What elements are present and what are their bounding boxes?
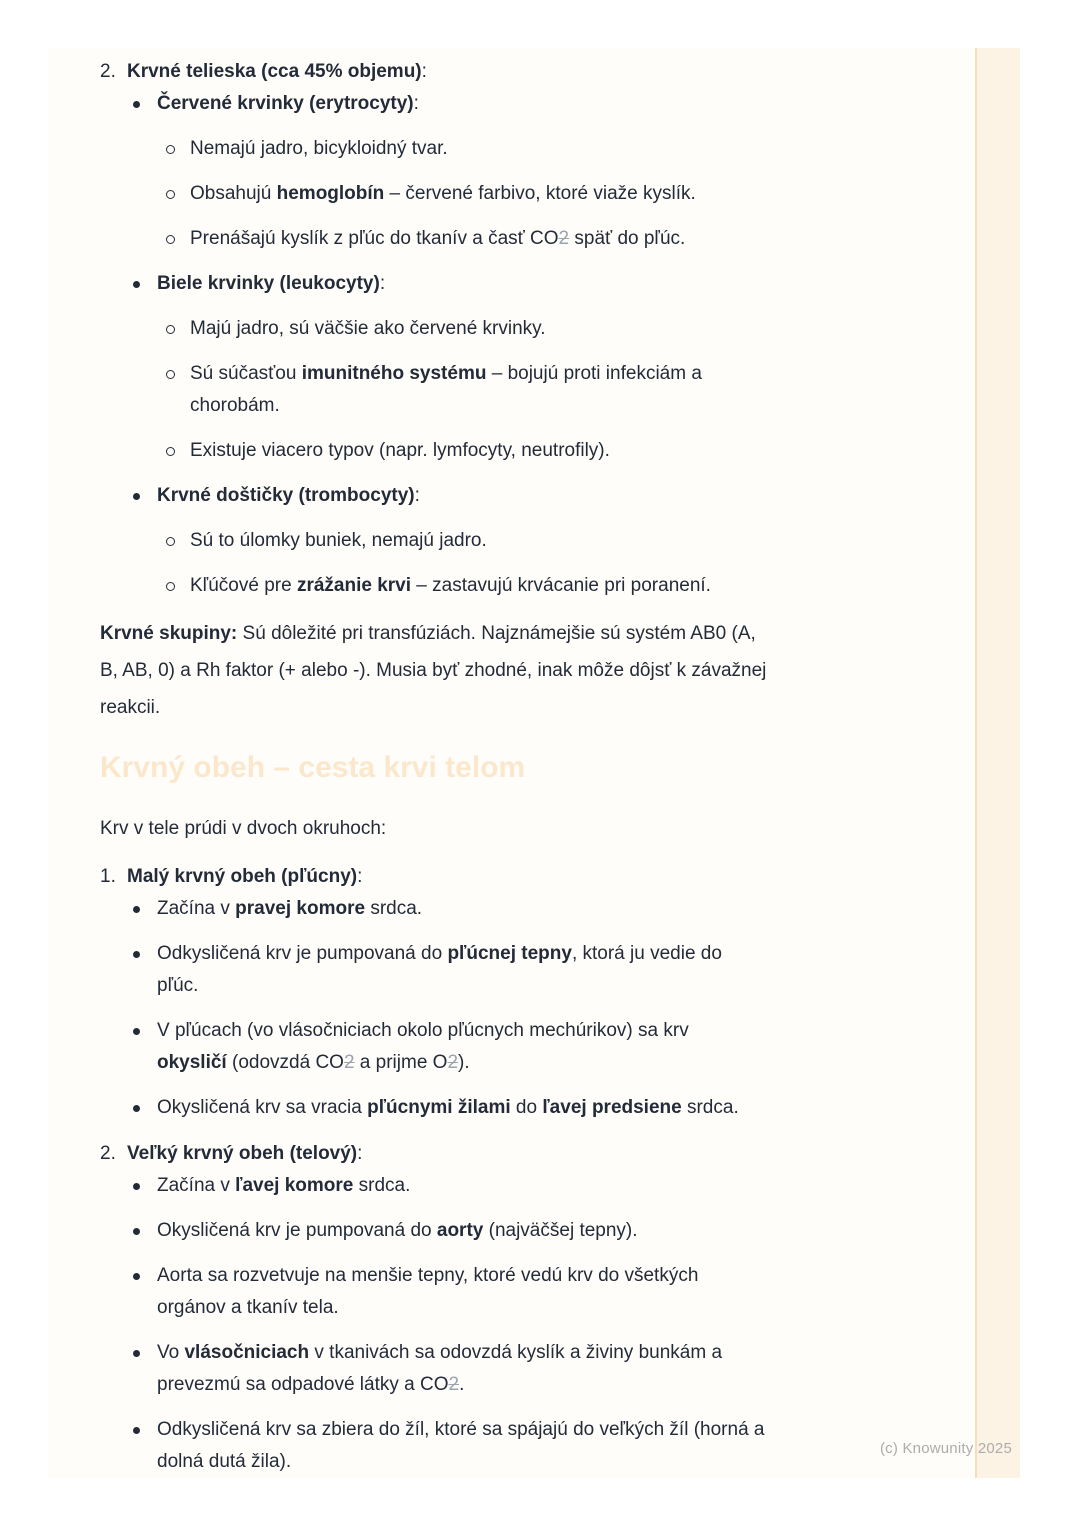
text-segment: Začína v <box>157 898 236 919</box>
text-segment: – bojujú proti infekciám a <box>486 363 702 384</box>
list-item-text <box>157 1260 892 1324</box>
text-segment: , ktorá ju vedie do <box>571 943 722 964</box>
text-segment: Odkysličená krv je pumpovaná do <box>157 943 448 964</box>
list-marker <box>133 480 157 500</box>
list-item <box>133 1337 892 1401</box>
list-item <box>166 358 892 422</box>
paragraph <box>100 615 892 726</box>
numbered-item-title-row <box>100 1138 892 1170</box>
list-item-text <box>157 1215 892 1247</box>
bold-text-segment: vlásočniciach <box>184 1342 310 1363</box>
sub-sub-list <box>166 133 892 255</box>
text-segment: Sú súčasťou <box>190 363 302 384</box>
bold-text-segment: aorty <box>436 1220 484 1241</box>
list-item <box>166 313 892 345</box>
bullet-disc-icon <box>133 1183 140 1190</box>
sub-list <box>133 88 892 602</box>
text-segment: srdca. <box>365 898 423 919</box>
list-item <box>133 1215 892 1247</box>
list-number: 2. <box>100 1143 116 1164</box>
struck-text-segment: 2 <box>343 1052 355 1073</box>
list-item <box>133 480 892 512</box>
text-segment: – červené farbivo, ktoré viaže kyslík. <box>384 183 696 204</box>
list-marker <box>166 435 190 456</box>
bullet-disc-icon <box>133 906 140 913</box>
text-segment: . <box>459 1374 465 1395</box>
bold-text-segment: ľavej predsiene <box>542 1097 682 1118</box>
text-segment: srdca. <box>353 1175 411 1196</box>
text-segment: : <box>421 61 427 82</box>
list-item <box>133 88 892 120</box>
list-marker <box>133 938 157 958</box>
bold-text-segment: Krvné doštičky (trombocyty) <box>157 485 415 506</box>
bullet-group <box>133 480 892 602</box>
bullet-disc-icon <box>133 101 140 108</box>
bullet-disc-icon <box>133 281 140 288</box>
bullet-disc-icon <box>133 1228 140 1235</box>
list-item-text <box>157 268 892 300</box>
text-segment: v tkanivách sa odovzdá kyslík a živiny bunkám a <box>309 1342 723 1363</box>
bullet-circle-icon <box>166 235 175 244</box>
list-marker <box>133 1260 157 1280</box>
list-item-text <box>157 1414 892 1478</box>
numbered-list-item <box>100 861 892 1124</box>
list-item <box>166 178 892 210</box>
bold-text-segment: imunitného systému <box>301 363 487 384</box>
numbered-item-title <box>127 861 892 893</box>
text-segment: Vo <box>157 1342 185 1363</box>
list-marker <box>166 525 190 546</box>
numbered-item-title-row <box>100 861 892 893</box>
page-edge-strip <box>975 48 1020 1478</box>
list-marker <box>133 1170 157 1190</box>
sub-list <box>133 893 892 1124</box>
list-marker <box>166 133 190 154</box>
text-segment: srdca. <box>681 1097 739 1118</box>
text-segment: Krv v tele prúdi v dvoch okruhoch: <box>100 818 387 839</box>
list-item-text <box>190 435 892 467</box>
text-segment: : <box>357 1143 363 1164</box>
text-segment: Prenášajú kyslík z pľúc do tkanív a časť CO <box>190 228 559 249</box>
list-item <box>133 1414 892 1478</box>
bullet-circle-icon <box>166 325 175 334</box>
text-segment: : <box>413 93 419 114</box>
bullet-disc-icon <box>133 951 140 958</box>
text-segment: do <box>510 1097 543 1118</box>
list-item-text <box>157 938 892 1002</box>
struck-text-segment: 2 <box>448 1374 460 1395</box>
text-segment: chorobám. <box>190 395 280 416</box>
list-item-text <box>190 570 892 602</box>
document-content <box>100 56 892 1491</box>
list-item <box>166 133 892 165</box>
bullet-disc-icon <box>133 1350 140 1357</box>
text-segment: Krvný obeh – cesta krvi telom <box>100 751 526 784</box>
list-item <box>133 1015 892 1079</box>
list-marker <box>166 570 190 591</box>
copyright-watermark: (c) Knowunity 2025 <box>879 1440 1012 1457</box>
text-segment: : <box>357 866 363 887</box>
bullet-disc-icon <box>133 1105 140 1112</box>
text-segment: Nemajú jadro, bicykloidný tvar. <box>190 138 448 159</box>
bold-text-segment: Červené krvinky (erytrocyty) <box>157 93 414 114</box>
text-segment: a prijme O <box>354 1052 448 1073</box>
list-number: 1. <box>100 866 116 887</box>
list-item <box>133 893 892 925</box>
bold-text-segment: Malý krvný obeh (pľúcny) <box>127 866 358 887</box>
list-marker <box>133 1414 157 1434</box>
document-page <box>48 48 1020 1478</box>
list-item-text <box>190 223 892 255</box>
list-item <box>133 1092 892 1124</box>
numbered-item-title-row <box>100 56 892 88</box>
text-segment: B, AB, 0) a Rh faktor (+ alebo -). Musia byť zhodné, inak môže dôjsť k závažnej <box>100 660 767 681</box>
bold-text-segment: zrážanie krvi <box>296 575 412 596</box>
text-segment: Okysličená krv sa vracia <box>157 1097 368 1118</box>
text-segment: Obsahujú <box>190 183 277 204</box>
bullet-disc-icon <box>133 1427 140 1434</box>
bold-text-segment: pľúcnej tepny <box>447 943 572 964</box>
list-marker <box>133 1015 157 1035</box>
sub-sub-list <box>166 525 892 602</box>
bullet-group <box>133 88 892 255</box>
numbered-list-item <box>100 56 892 602</box>
struck-text-segment: 2 <box>558 228 570 249</box>
text-segment: V pľúcach (vo vlásočniciach okolo pľúcnych mechúrikov) sa krv <box>157 1020 689 1041</box>
bold-text-segment: pravej komore <box>235 898 366 919</box>
list-item <box>166 525 892 557</box>
text-segment: Začína v <box>157 1175 236 1196</box>
text-segment: Majú jadro, sú väčšie ako červené krvinky. <box>190 318 546 339</box>
bold-text-segment: Krvné skupiny: <box>100 623 238 644</box>
list-item <box>133 1260 892 1324</box>
bullet-disc-icon <box>133 493 140 500</box>
numbered-item-title <box>127 56 892 88</box>
bullet-disc-icon <box>133 1028 140 1035</box>
list-item <box>133 268 892 300</box>
bullet-circle-icon <box>166 145 175 154</box>
list-item <box>166 570 892 602</box>
text-segment: (najväčšej tepny). <box>483 1220 638 1241</box>
list-item-text <box>190 313 892 345</box>
text-segment: prevezmú sa odpadové látky a CO <box>157 1374 449 1395</box>
list-item-text <box>157 88 892 120</box>
list-item-text <box>157 1170 892 1202</box>
text-segment: Sú dôležité pri transfúziách. Najznámejšie sú systém AB0 (A, <box>237 623 756 644</box>
text-segment: : <box>379 273 386 294</box>
bullet-circle-icon <box>166 582 175 591</box>
text-segment: : <box>414 485 420 506</box>
list-marker <box>166 178 190 199</box>
text-segment: (odovzdá CO <box>226 1052 344 1073</box>
paragraph <box>100 810 892 847</box>
bold-text-segment: ľavej komore <box>235 1175 354 1196</box>
list-marker <box>133 268 157 288</box>
text-segment: – zastavujú krvácanie pri poranení. <box>411 575 711 596</box>
bold-text-segment: hemoglobín <box>276 183 385 204</box>
list-item-text <box>157 1092 892 1124</box>
text-segment: Odkysličená krv sa zbiera do žíl, ktoré sa spájajú do veľkých žíl (horná a <box>157 1419 765 1440</box>
text-segment: späť do pľúc. <box>569 228 686 249</box>
numbered-list-item <box>100 1138 892 1478</box>
bullet-circle-icon <box>166 190 175 199</box>
text-segment: Aorta sa rozvetvuje na menšie tepny, ktoré vedú krv do všetkých <box>157 1265 699 1286</box>
list-marker <box>133 1337 157 1357</box>
sub-list <box>133 1170 892 1478</box>
list-item <box>166 435 892 467</box>
list-marker <box>166 358 190 379</box>
list-marker <box>166 313 190 334</box>
list-item-text <box>190 178 892 210</box>
text-segment: Kľúčové pre <box>190 575 297 596</box>
list-number: 2. <box>100 61 116 82</box>
list-item-text <box>157 480 892 512</box>
text-segment: orgánov a tkanív tela. <box>157 1297 339 1318</box>
sub-sub-list <box>166 313 892 467</box>
list-item-text <box>157 1337 892 1401</box>
bold-text-segment: Veľký krvný obeh (telový) <box>127 1143 358 1164</box>
list-marker <box>133 88 157 108</box>
list-item <box>133 1170 892 1202</box>
numbered-item-title <box>127 1138 892 1170</box>
text-segment: Existuje viacero typov (napr. lymfocyty, neutrofily). <box>190 440 610 461</box>
bold-text-segment: pľúcnymi žilami <box>367 1097 511 1118</box>
bullet-circle-icon <box>166 447 175 456</box>
struck-text-segment: 2 <box>447 1052 459 1073</box>
list-item-text <box>190 133 892 165</box>
bullet-group <box>133 268 892 467</box>
list-marker <box>133 1215 157 1235</box>
list-marker <box>166 223 190 244</box>
section-heading <box>100 750 892 786</box>
text-segment: pľúc. <box>157 975 199 996</box>
list-item <box>133 938 892 1002</box>
text-segment: ). <box>458 1052 470 1073</box>
bullet-circle-icon <box>166 370 175 379</box>
bold-text-segment: Krvné telieska (cca 45% objemu) <box>127 61 422 82</box>
list-marker <box>133 1092 157 1112</box>
list-marker <box>133 893 157 913</box>
text-segment: dolná dutá žila). <box>157 1451 292 1472</box>
bold-text-segment: Biele krvinky (leukocyty) <box>157 273 380 294</box>
list-item <box>166 223 892 255</box>
list-item-text <box>157 893 892 925</box>
text-segment: reakcii. <box>100 697 161 718</box>
list-item-text <box>190 358 892 422</box>
list-item-text <box>157 1015 892 1079</box>
text-segment: Sú to úlomky buniek, nemajú jadro. <box>190 530 487 551</box>
text-segment: Okysličená krv je pumpovaná do <box>157 1220 437 1241</box>
bold-text-segment: okysličí <box>157 1052 227 1073</box>
bullet-circle-icon <box>166 537 175 546</box>
bullet-disc-icon <box>133 1273 140 1280</box>
list-item-text <box>190 525 892 557</box>
